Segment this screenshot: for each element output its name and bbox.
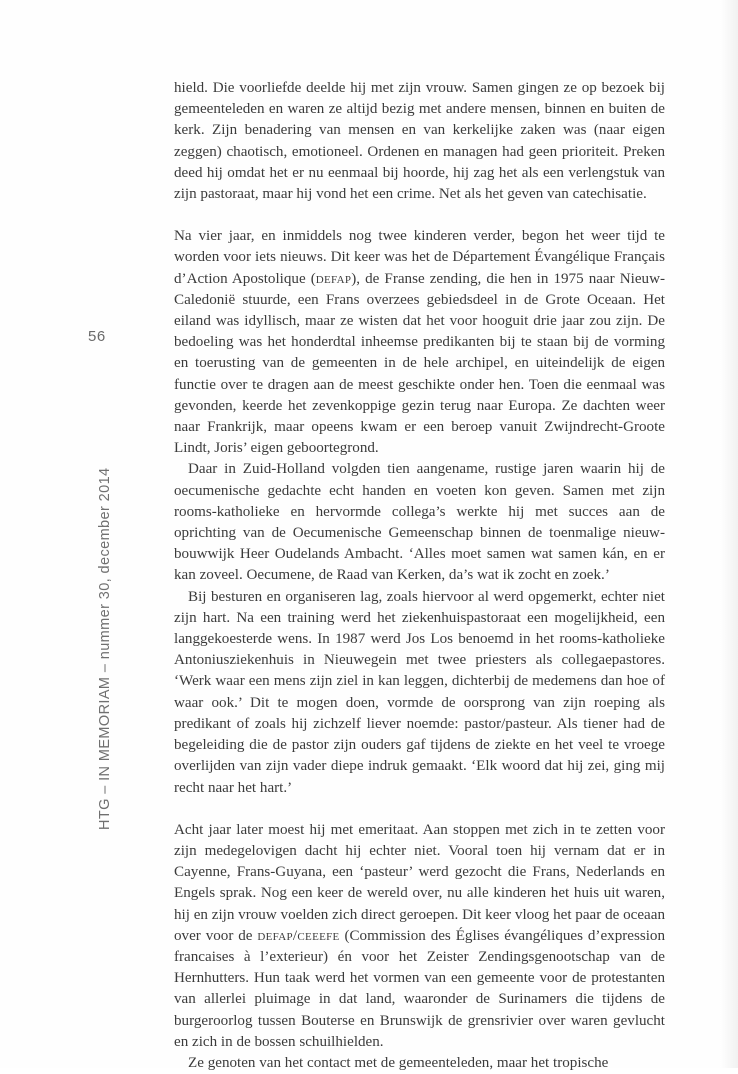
paragraph-5-text-start: Acht jaar later moest hij met emeritaat. Aan stoppen met zich in te zetten voor zijn medegelovigen dacht hij echter niet. Vooral toen hij vernam dat er in Cayenne, Frans-Guyana, een ‘pasteur’ werd gezocht die Frans, Nederlands en Engels sprak. Nog een keer de wereld over, nu alle kinderen het huis uit waren, hij en zijn vrouw voelden zich direct geroepen. Dit keer vloog het paar de oceaan over voor de — [174, 821, 665, 944]
running-head: HTG – IN MEMORIAM – nummer 30, december 2014 — [97, 467, 113, 830]
paragraph-4: Bij besturen en organiseren lag, zoals hiervoor al werd opgemerkt, echter niet zijn hart. Na een training werd het ziekenhuispastoraat een mogelijkheid, een langgekoesterde wens. In 1987 werd Jos Los benoemd in het rooms-katholieke Antoniusziekenhuis in Nieuwegein met twee priesters als collegaepastores. ‘Werk waar een mens zijn ziel in kan leggen, dichterbij de medemens dan hoe of waar ook.’ Dit te mogen doen, vormde de oorsprong van zijn roeping als predikant of zoals hij zichzelf liever noemde: pastor/pasteur. Als tiener had de begeleiding die de pastor zijn ouders gaf tijdens de ziekte en het veel te vroege overlijden van zijn vader diepe indruk gemaakt. ‘Elk woord dat hij zei, ging mij recht naar het hart.’ — [174, 588, 665, 796]
paragraph-6: Ze genoten van het contact met de gemeenteleden, maar het tropische — [188, 1054, 609, 1071]
paragraph-3: Daar in Zuid-Holland volgden tien aangename, rustige jaren waarin hij de oecumenische gedachte echt handen en voeten kon geven. Samen met zijn rooms-katholieke en hervormde collega’s werkte hij met succes aan de oprichting van de Oecumenische Gemeenschap binnen de toenmalige nieuwbouwwijk Heer Oudelands Ambacht. ‘Alles moet samen wat samen kán, en er kan zoveel. Oecumene, de Raad van Kerken, da’s wat ik zocht en zoek.’ — [174, 461, 665, 584]
paragraph-2-text-start: Na vier jaar, en inmiddels nog twee kinderen verder, begon het weer tijd te worden voor iets nieuws. Dit keer was het de Département Évangélique Français d’Action Apostolique ( — [174, 228, 665, 287]
paragraph-2-text-end: ), de Franse zending, die hen in 1975 naar Nieuw-Caledonië stuurde, een Frans overzees gebiedsdeel in de Grote Oceaan. Het eiland was idyllisch, maar ze wisten dat het voor hooguit drie jaar zou zijn. De bedoeling was het honderdtal inheemse predikanten bij te staan bij de vorming en toerusting van de gemeenten in de hele archipel, en uiteindelijk de eigen functie over te dragen aan de meest geschikte onder hen. Toen die eenmaal was gevonden, keerde het zevenkoppige gezin terug naar Europa. Ze dachten weer naar Frankrijk, maar opeens kwam er een beroep vanuit Zwijndrecht-Groote Lindt, Joris’ eigen geboortegrond. — [174, 270, 665, 457]
paragraph-2 — [174, 226, 665, 459]
abbreviation-defap: defap — [315, 270, 352, 287]
page-number: 56 — [88, 328, 106, 345]
paragraph-1: hield. Die voorliefde deelde hij met zijn vrouw. Samen gingen ze op bezoek bij gemeenteleden en waren ze altijd bezig met andere mensen, binnen en buiten de kerk. Zijn benadering van mensen en van kerkelijke zaken was (naar eigen zeggen) chaotisch, emotioneel. Ordenen en managen had geen prioriteit. Preken deed hij omdat het er nu eenmaal bij hoorde, hij zag het als een verlengstuk van zijn pastoraat, maar hij vond het een crime. Net als het geven van catechisatie. — [174, 80, 665, 203]
page-edge-shadow — [720, 0, 738, 1068]
paragraph-5 — [174, 820, 665, 1053]
paragraph-5-text-end: (Commission des Églises évangéliques d’expression francaises à l’exterieur) én voor het Zeister Zendingsgenootschap van de Hernhutters. Hun taak werd het vormen van een gemeente voor de protestanten van allerlei pluimage in dat land, waaronder de Surinamers die tijdens de burgeroorlog tussen Bouterse en Brunswijk de grensrivier over waren gevlucht en zich in de bossen schuilhielden. — [174, 927, 665, 1050]
body-text — [174, 78, 665, 1074]
abbreviation-defap-ceeefe: defap/ceeefe — [257, 927, 340, 944]
